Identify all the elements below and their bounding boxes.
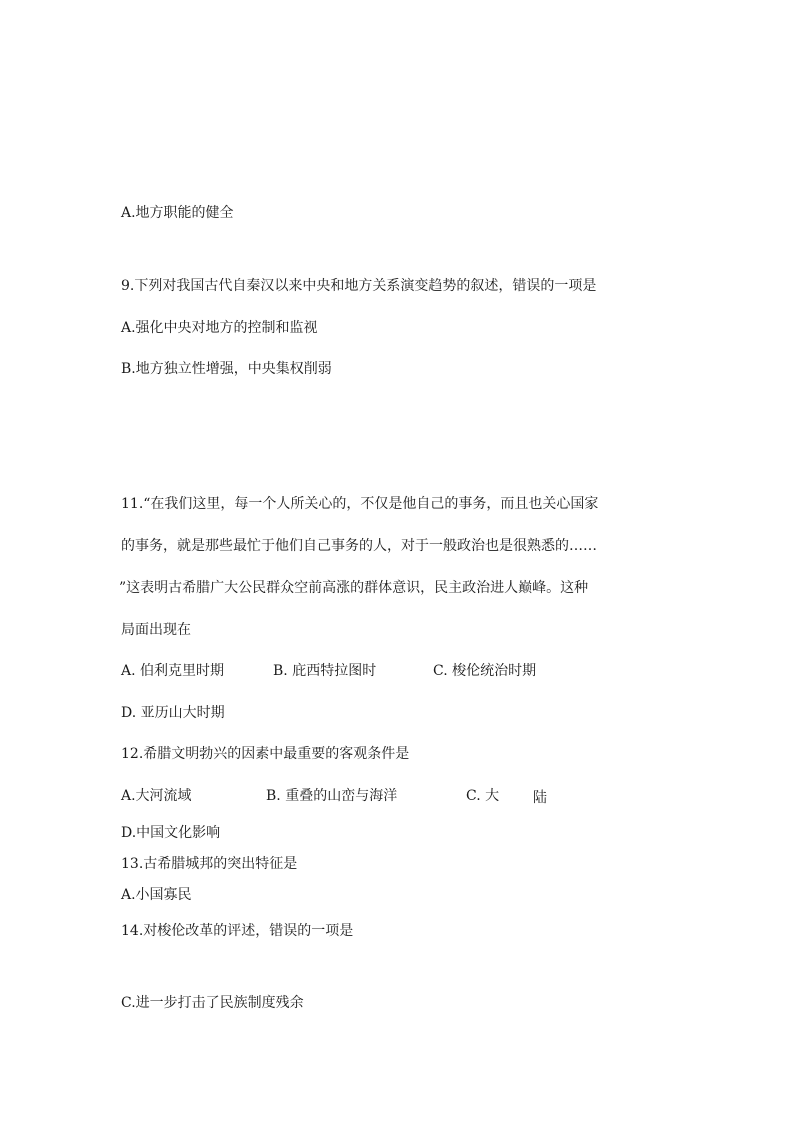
- question-9-option-b: B.地方独立性增强，中央集权削弱: [121, 361, 332, 377]
- question-12-option-c: C. 大: [466, 788, 500, 804]
- question-11-option-a: A. 伯利克里时期: [121, 663, 225, 679]
- question-13-option-a: A.小国寡民: [121, 887, 192, 903]
- question-12: 12.希腊文明勃兴的因素中最重要的客观条件是: [121, 746, 410, 762]
- question-11-line-2: 的事务，就是那些最忙于他们自己事务的人，对于一般政治也是很熟悉的……: [121, 538, 597, 554]
- question-11-option-b: B. 庇西特拉图时: [273, 663, 377, 679]
- question-14-option-c: C.进一步打击了民族制度残余: [121, 995, 304, 1011]
- question-11-option-c: C. 梭伦统治时期: [433, 663, 537, 679]
- question-11-line-4: 局面出现在: [121, 622, 191, 638]
- question-11-line-3: ”这表明古希腊广大公民群众空前高涨的群体意识，民主政治进人巅峰。这种: [119, 580, 589, 596]
- question-14: 14.对梭伦改革的评述，错误的一项是: [121, 923, 354, 939]
- question-12-option-c-continued: 陆: [533, 790, 547, 806]
- question-11-line-1: 11.“在我们这里，每一个人所关心的，不仅是他自己的事务，而且也关心国家: [121, 496, 599, 512]
- question-13: 13.古希腊城邦的突出特征是: [121, 856, 298, 872]
- question-12-option-d: D.中国文化影响: [121, 825, 221, 841]
- option-a-local-function: A.地方职能的健全: [121, 205, 234, 221]
- question-12-option-a: A.大河流域: [121, 788, 192, 804]
- question-9-option-a: A.强化中央对地方的控制和监视: [121, 320, 318, 336]
- question-12-option-b: B. 重叠的山峦与海洋: [266, 788, 398, 804]
- question-11-option-d: D. 亚历山大时期: [121, 705, 225, 721]
- question-9: 9.下列对我国古代自秦汉以来中央和地方关系演变趋势的叙述，错误的一项是: [121, 278, 597, 294]
